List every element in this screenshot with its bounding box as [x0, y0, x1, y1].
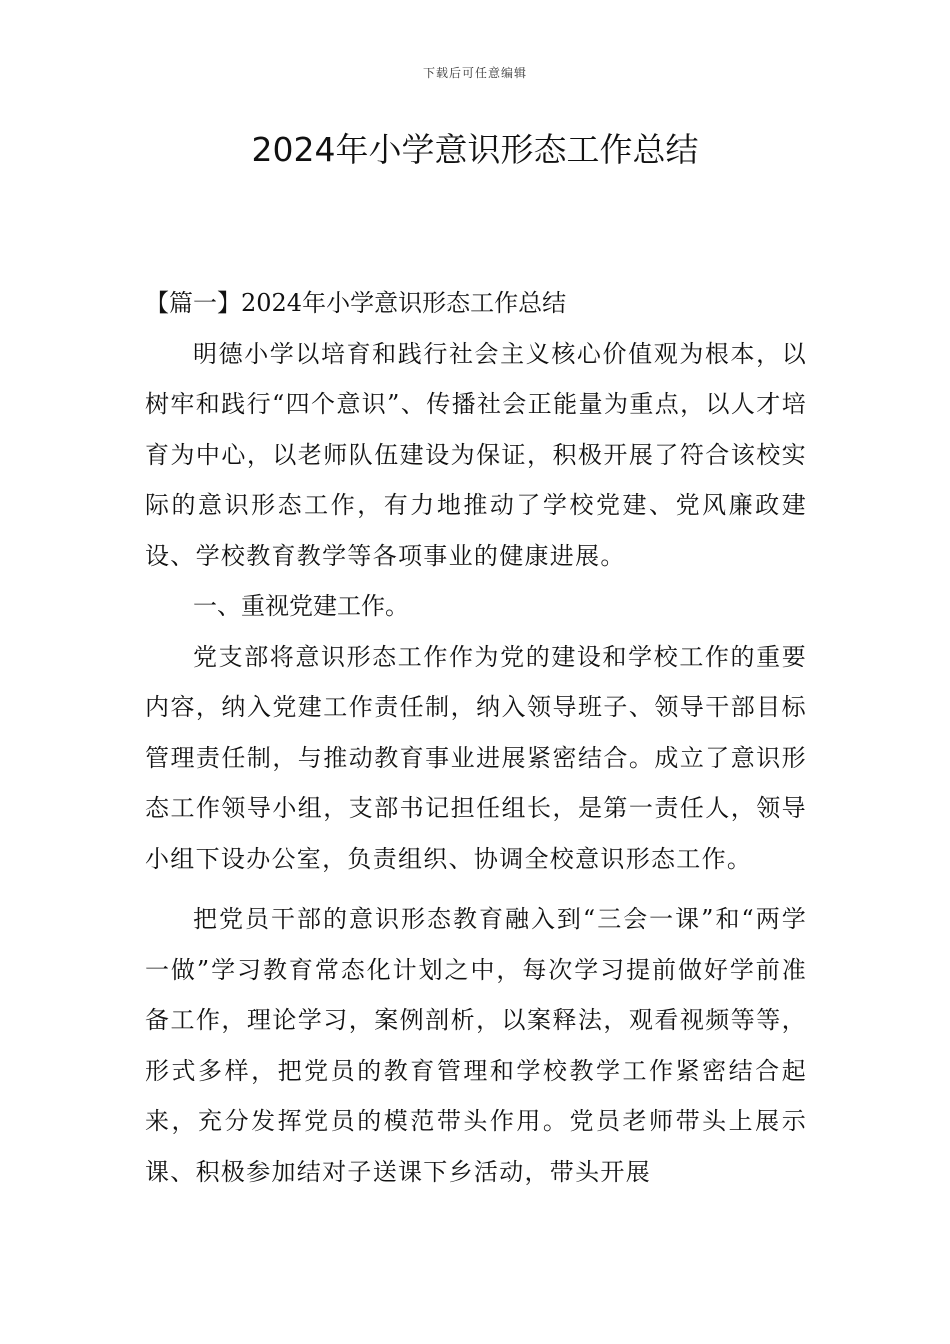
paragraph-party-branch: 党支部将意识形态工作作为党的建设和学校工作的重要内容，纳入党建工作责任制，纳入领导班子、领导干部目标管理责任制，与推动教育事业进展紧密结合。成立了意识形态工作领导小组，支部书记担任组长，是第一责任人，领导小组下设办公室，负责组织、协调全校意识形态工作。 [145, 642, 807, 873]
document-body [145, 278, 807, 1197]
paragraph-intro: 明德小学以培育和践行社会主义核心价值观为根本，以树牢和践行“四个意识”、传播社会正能量为重点，以人才培育为中心，以老师队伍建设为保证，积极开展了符合该校实际的意识形态工作，有力地推动了学校党建、党风廉政建设、学校教育教学等各项事业的健康进展。 [145, 339, 807, 570]
section-heading: 【篇一】2024年小学意识形态工作总结 [145, 289, 567, 317]
document-title: 2024年小学意识形态工作总结 [251, 130, 699, 169]
subheading-party-building: 一、重视党建工作。 [193, 592, 409, 620]
download-note: 下载后可任意编辑 [422, 66, 527, 80]
paragraph-party-education: 把党员干部的意识形态教育融入到“三会一课”和“两学一做”学习教育常态化计划之中，每次学习提前做好学前准备工作，理论学习，案例剖析，以案释法，观看视频等等，形式多样，把党员的教育管理和学校教学工作紧密结合起来，充分发挥党员的模范带头作用。党员老师带头上展示课、积极参加结对子送课下乡活动，带头开展 [145, 905, 807, 1186]
